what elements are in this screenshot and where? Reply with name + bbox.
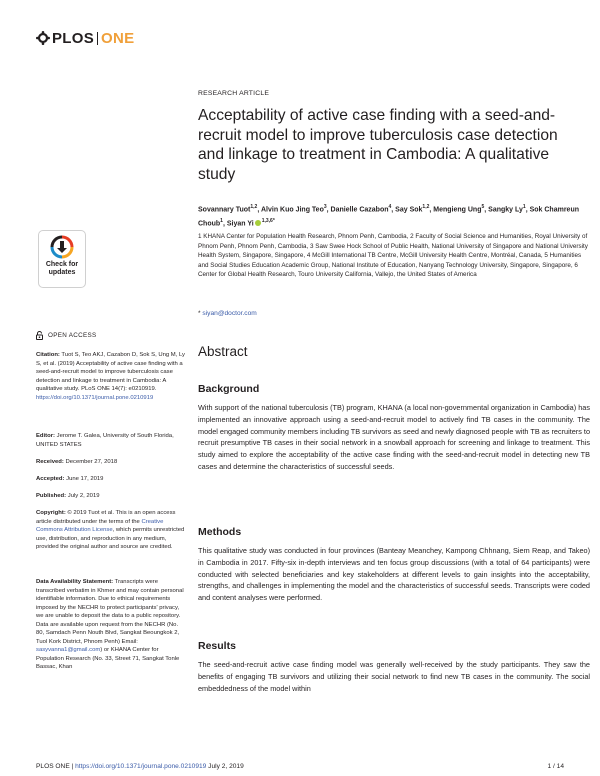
author-affiliation-sup: 1 — [220, 217, 223, 224]
editor-label: Editor: — [36, 433, 55, 439]
affiliations: 1 KHANA Center for Population Health Research, Phnom Penh, Cambodia, 2 Faculty of Social Science and Humanities, Royal University of Phnom Penh, Phnom Penh, Cambodia, 3 Saw Swee Hock School of Public Health, National University of Singapore and National University Health System, Singapore, Singapore, 4 McGill International TB Centre, McGill University Health Centre, Montréal, Canada, 5 Humanities and Social Studies Education Academic Group, National Institute of Education, Nanyang Technology University, Singapore, Singapore, 6 Center for Global Health Research, Touro University California, Vallejo, the United States of America — [198, 233, 588, 279]
published-label: Published: — [36, 493, 67, 499]
results-heading: Results — [198, 640, 236, 652]
citation-text: Tuot S, Teo AKJ, Cazabon D, Sok S, Ung M, Ly S, et al. (2019) Acceptability of active case finding with a seed-and-recruit model to improve tuberculosis case detection and linkage to treatment in Cambodia: A qualitative study. PLoS ONE 14(7): e0210919. — [36, 352, 185, 392]
author-name[interactable]: Danielle Cazabon — [330, 206, 389, 214]
open-access-label — [36, 331, 96, 340]
author-name[interactable]: Say Sok — [395, 206, 423, 214]
author-affiliation-sup: 4 — [388, 204, 392, 210]
corresponding-star: * — [198, 310, 201, 317]
copyright-text-2: , which permits unrestricted use, distribution, and reproduction in any medium, provided the original author and source are credited. — [36, 527, 185, 550]
author-affiliation-sup: 3 — [323, 204, 327, 210]
check-line-2: updates — [48, 269, 76, 276]
author-name[interactable]: Siyan Yi — [226, 220, 254, 228]
accepted-block — [36, 475, 186, 484]
data-availability-text-1: Transcripts were transcribed verbatim in Khmer and may contain personal identifiable information. Due to ethical requirements imposed by the NECHR to protect participants' privacy, we are unable to deposit the data to a public repository. Data are available upon request from the NECHR (No. 80, Samdach Penn Nouth Blvd, Sangkat Beoungkok 2, Tuol Kork District, Phnom Penh) Email: — [36, 579, 184, 645]
results-text: The seed-and-recruit active case finding model was generally well-received by the study participants. They saw the benefits of engaging TB survivors and utilizing their social network to find new TB cases in the community. The social embeddedness of the model within — [198, 660, 590, 693]
methods-heading: Methods — [198, 526, 242, 538]
background-heading: Background — [198, 383, 260, 395]
corresponding-email-link[interactable]: siyan@doctor.com — [202, 310, 257, 317]
author-affiliation-sup: 1,2 — [250, 204, 258, 210]
citation-label: Citation: — [36, 352, 60, 358]
author-name[interactable]: Sangky Ly — [488, 206, 523, 214]
author-list: Sovannary Tuot$^{1,2}$, Alvin Kuo Jing Teo$^3$, Danielle Cazabon$^4$, Say Sok$^{1,2}$, Mengieng Ung$^5$, Sangky Ly$^1$, Sok Chamreun Choub$^1$, Siyan Yi $^{1,3,6*}$ — [198, 204, 579, 228]
author-affiliation-sup: 1,2 — [422, 204, 430, 210]
published-date: July 2, 2019 — [66, 493, 100, 499]
plos-one-logo[interactable] — [36, 30, 134, 46]
check-for-updates-badge[interactable] — [38, 230, 86, 288]
open-access-text: OPEN ACCESS — [48, 332, 97, 339]
check-for-updates-label — [46, 261, 78, 277]
author-name[interactable]: Mengieng Ung — [433, 206, 482, 214]
logo-divider — [97, 32, 98, 45]
footer-date: July 2, 2019 — [206, 763, 244, 770]
nechr-email-link[interactable]: sasyvanna1@gmail.com — [36, 647, 101, 653]
author-name[interactable]: Alvin Kuo Jing Teo — [260, 206, 324, 214]
article-type: RESEARCH ARTICLE — [198, 90, 270, 97]
received-label: Received: — [36, 459, 64, 465]
editor-block — [36, 432, 186, 449]
footer-doi-link[interactable]: https://doi.org/10.1371/journal.pone.0210919 — [75, 763, 207, 770]
received-block — [36, 458, 186, 467]
orcid-icon[interactable] — [255, 220, 261, 226]
logo-plos-text: PLOS — [52, 29, 95, 47]
footer-journal: PLOS ONE | — [36, 763, 76, 770]
abstract-heading: Abstract — [198, 344, 248, 359]
methods-text: This qualitative study was conducted in four provinces (Banteay Meanchey, Kampong Chhnang, Siem Reap, and Takeo) in Cambodia in 2017. Fifty-six in-depth interviews and ten focus group discussions (with a total of 64 participants) were conducted with selected beneficiaries and key stakeholders at different levels to gain insights into the acceptability, strengths, and challenges in implementing the model and the characteristics of successful seeds. Transcripts were coded and content analyses were performed. — [198, 546, 590, 603]
copyright-text-1: © 2019 Tuot et al. This is an open access article distributed under the terms of the — [36, 510, 176, 525]
citation-doi-link[interactable]: https://doi.org/10.1371/journal.pone.0210919 — [36, 394, 154, 401]
open-lock-icon — [36, 331, 44, 340]
accepted-label: Accepted: — [36, 476, 65, 482]
published-block — [36, 492, 186, 501]
author-affiliation-sup: 5 — [481, 204, 485, 210]
background-text: With support of the national tuberculosis (TB) program, KHANA (a local non-governmental organization in Cambodia) has implemented an innovative approach using a seed-and-recruit model to actively find TB cases in the community. The model engaged community members including TB survivors as seed and newly diagnosed people with TB as recruiters to recruit presumptive TB cases in their social network in a snowball approach for screening and linkage to treatment. This study aimed to explore the acceptability of the active case finding with the seed-and-recruit model in detecting new TB cases and determine the characteristics of successful seeds. — [198, 403, 590, 471]
check-for-updates-icon — [50, 235, 74, 259]
data-availability-text-2: ) or KHANA Center for Population Research (No. 33, Street 71, Sangkat Tonle Bassac, Khan — [36, 647, 180, 670]
author-name[interactable]: Sok Chamreun Choub — [198, 206, 579, 228]
received-date: December 27, 2018 — [63, 459, 118, 465]
author-name[interactable]: Sovannary Tuot — [198, 206, 251, 214]
author-affiliation-sup: 1,3,6* — [261, 217, 275, 224]
copyright-block — [36, 509, 186, 552]
corresponding-email — [198, 310, 257, 317]
data-availability-label: Data Availability Statement: — [36, 579, 114, 585]
accepted-date: June 17, 2019 — [64, 476, 104, 482]
page-footer — [36, 763, 244, 770]
citation-block — [36, 351, 186, 402]
author-affiliation-sup: 1 — [522, 204, 526, 210]
logo-one-text: ONE — [101, 29, 135, 47]
data-availability-block — [36, 578, 186, 672]
page-number: 1 / 14 — [547, 763, 564, 770]
editor-text: Jerome T. Galea, University of South Florida, UNITED STATES — [36, 433, 174, 448]
check-line-1: Check for — [45, 261, 79, 268]
plos-logo-icon — [36, 31, 50, 45]
copyright-label: Copyright: — [36, 510, 66, 516]
cc-license-link[interactable]: Creative Commons Attribution License — [36, 518, 164, 533]
article-title: Acceptability of active case finding with a seed-and-recruit model to improve tuberculosis case detection and linkage to treatment in Cambodia: A qualitative study — [198, 107, 558, 183]
